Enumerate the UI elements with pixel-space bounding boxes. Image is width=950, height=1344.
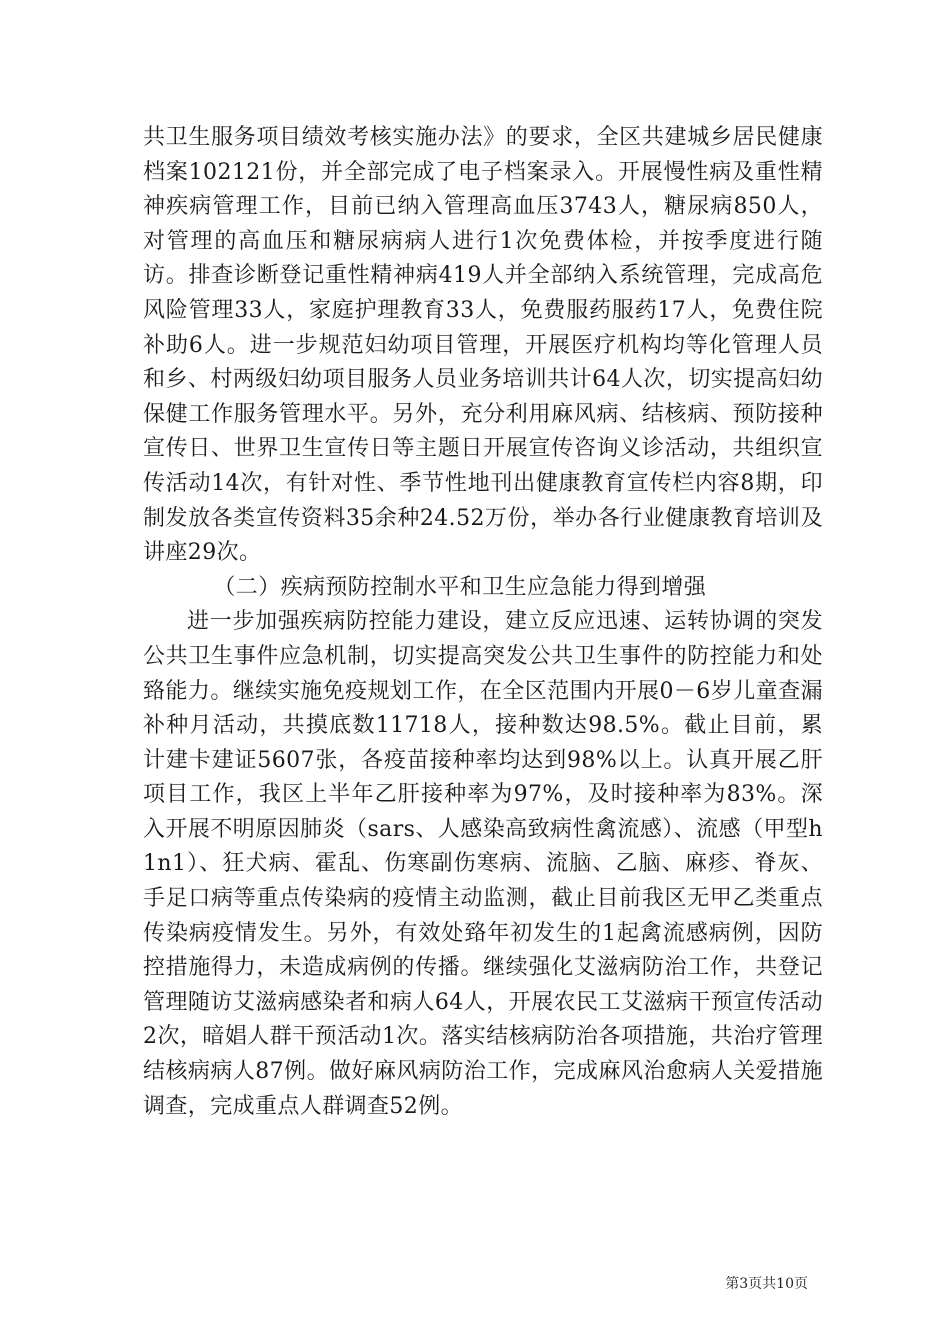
section-heading-disease-prevention: （二）疾病预防控制水平和卫生应急能力得到增强 [213,574,707,600]
paragraph-disease-control: 进一步加强疾病防控能力建设，建立反应迅速、运转协调的突发公共卫生事件应急机制，切实提高突发公共卫生事件的防控能力和处臵能力。继续实施免疫规划工作，在全区范围内开展0－6岁儿童查漏补种月活动，共摸底数11718人，接种数达98.5%。截止目前，累计建卡建证5607张，各疫苗接种率均达到98%以上。认真开展乙肝项目工作，我区上半年乙肝接种率为97%，及时接种率为83%。深入开展不明原因肺炎（sars、人感染高致病性禽流感）、流感（甲型h1n1）、狂犬病、霍乱、伤寒副伤寒病、流脑、乙脑、麻疹、脊灰、手足口病等重点传染病的疫情主动监测，截止目前我区无甲乙类重点传染病疫情发生。另外，有效处臵年初发生的1起禽流感病例，因防控措施得力，未造成病例的传播。继续强化艾滋病防治工作，共登记管理随访艾滋病感染者和病人64人，开展农民工艾滋病干预宣传活动2次，暗娼人群干预活动1次。落实结核病防治各项措施，共治疗管理结核病病人87例。做好麻风病防治工作，完成麻风治愈病人关爱措施调查，完成重点人群调查52例。 [143,609,823,1119]
page-number-footer: 第3页共10页 [725,1276,808,1292]
paragraph-health-services: 共卫生服务项目绩效考核实施办法》的要求，全区共建城乡居民健康档案102121份，并全部完成了电子档案录入。开展慢性病及重性精神疾病管理工作，目前已纳入管理高血压3743人，糖尿病850人，对管理的高血压和糖尿病病人进行1次免费体检，并按季度进行随访。排查诊断登记重性精神病419人并全部纳入系统管理，完成高危风险管理33人，家庭护理教育33人，免费服药服药17人，免费住院补助6人。进一步规范妇幼项目管理，开展医疗机构均等化管理人员和乡、村两级妇幼项目服务人员业务培训共计64人次，切实提高妇幼保健工作服务管理水平。另外，充分利用麻风病、结核病、预防接种宣传日、世界卫生宣传日等主题日开展宣传咨询义诊活动，共组织宣传活动14次，有针对性、季节性地刊出健康教育宣传栏内容8期，印制发放各类宣传资料35余种24.52万份，举办各行业健康教育培训及讲座29次。 [143,125,823,566]
document-body [143,121,823,1124]
